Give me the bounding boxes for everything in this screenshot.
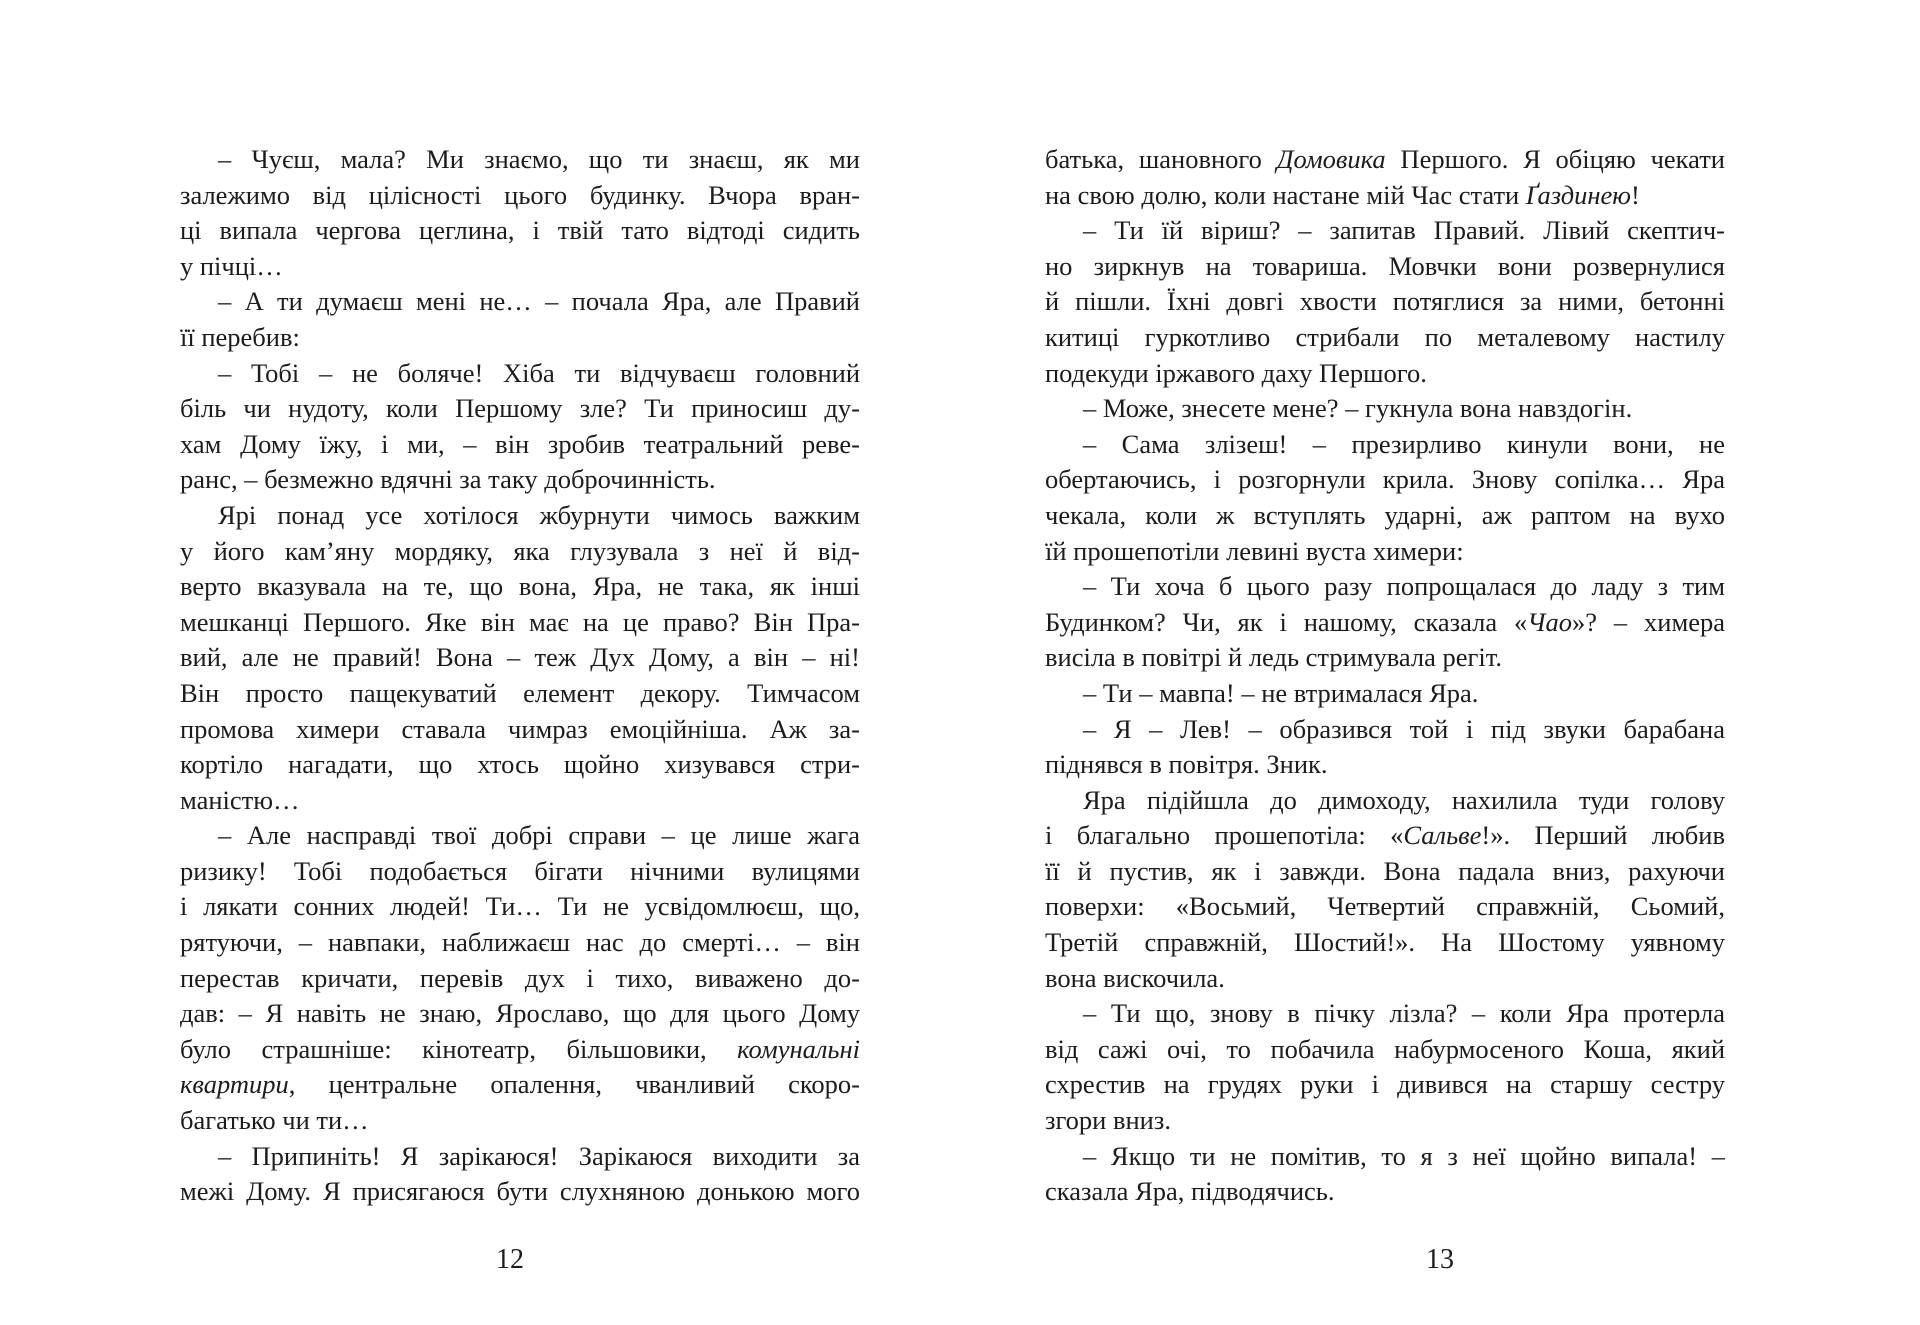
line-text: мешканці Першого. Яке він має на це право? Він Пра- — [180, 606, 860, 637]
text-line — [180, 249, 860, 285]
line-text: й пішли. Їхні довгі хвости потяглися за ними, бетонні — [1045, 286, 1725, 317]
line-text: – Ти що, знову в пічку лізла? – коли Яра протерла — [1083, 998, 1725, 1029]
line-text: – Припиніть! Я зарікаюся! Зарікаюся виходити за — [218, 1140, 860, 1171]
line-text: – А ти думаєш мені не… – почала Яра, але Правий — [218, 286, 860, 317]
text-line — [180, 1174, 860, 1210]
line-text: промова химери ставала чимраз емоційніша. Аж за- — [180, 713, 860, 744]
line-text: – Тобі – не боляче! Хіба ти відчуваєш головний — [218, 357, 860, 388]
text-line — [180, 640, 860, 676]
line-text: перестав кричати, перевів дух і тихо, виважено до- — [180, 962, 860, 993]
line-text: – Я – Лев! – образився той і під звуки барабана — [1083, 713, 1725, 744]
text-line — [1045, 213, 1725, 249]
text-line — [180, 925, 860, 961]
line-text: висіла в повітрі й ледь стримувала регіт. — [1045, 642, 1502, 673]
italic-text: комунальні — [737, 1033, 860, 1064]
line-text: на свою долю, коли настане мій Час стати — [1045, 179, 1526, 210]
text-line — [180, 1067, 860, 1103]
line-text: межі Дому. Я присягаюся бути слухняною донькою мого — [180, 1176, 860, 1207]
text-line — [1045, 284, 1725, 320]
text-line — [180, 961, 860, 997]
text-line — [180, 889, 860, 925]
line-text: і благально прошепотіла: « — [1045, 820, 1404, 851]
line-text: – Ти – мавпа! – не втрималася Яра. — [1083, 677, 1479, 708]
text-line — [1045, 961, 1725, 997]
text-line — [1045, 427, 1725, 463]
text-line — [180, 142, 860, 178]
italic-text: Домовика — [1276, 144, 1386, 174]
line-text: ранс, – безмежно вдячні за таку доброчинність. — [180, 464, 716, 495]
line-text: вона вискочила. — [1045, 962, 1225, 993]
text-line — [180, 427, 860, 463]
text-line — [1045, 320, 1725, 356]
text-line — [180, 462, 860, 498]
text-line — [1045, 498, 1725, 534]
text-line — [1045, 712, 1725, 748]
line-text: хам Дому їжу, і ми, – він зробив театральний реве- — [180, 428, 860, 459]
line-text: подекуди іржавого даху Першого. — [1045, 357, 1427, 388]
line-text: її й пустив, як і завжди. Вона падала вниз, рахуючи — [1045, 855, 1725, 886]
line-text: схрестив на грудях руки і дивився на старшу сестру — [1045, 1069, 1725, 1100]
line-text: – Сама злізеш! – презирливо кинули вони, не — [1083, 428, 1725, 459]
line-text: біль чи нудоту, коли Першому зле? Ти приносиш ду- — [180, 393, 860, 424]
text-line — [1045, 249, 1725, 285]
text-line — [180, 818, 860, 854]
line-text: було страшніше: кінотеатр, більшовики, — [180, 1033, 738, 1064]
text-line — [180, 1139, 860, 1175]
text-line — [1045, 747, 1725, 783]
line-text: – Але насправді твої добрі справи – це лише жага — [218, 820, 860, 851]
line-text: у пічці… — [180, 250, 283, 281]
text-line — [180, 534, 860, 570]
line-text: ці випала чергова цеглина, і твій тато відтоді сидить — [180, 215, 860, 246]
text-line — [1045, 818, 1725, 854]
line-text: сказала Яра, підводячись. — [1045, 1176, 1335, 1207]
text-line — [1045, 925, 1725, 961]
line-text: поверхи: «Восьмий, Четвертий справжній, Сьомий, — [1045, 891, 1725, 922]
text-line — [180, 284, 860, 320]
text-line — [1045, 356, 1725, 392]
line-text: рятуючи, – навпаки, наближаєш нас до смерті… – він — [180, 927, 860, 958]
left-page-text — [180, 142, 860, 1210]
line-text: Ярі понад усе хотілося жбурнути чимось важким — [218, 499, 860, 530]
text-line — [180, 783, 860, 819]
text-line — [1045, 605, 1725, 641]
line-text: – Чуєш, мала? Ми знаємо, що ти знаєш, як ми — [218, 144, 860, 174]
line-text: ризику! Тобі подобається бігати нічними вулицями — [180, 855, 860, 886]
line-text: , центральне опалення, чванливий скоро- — [288, 1069, 860, 1100]
italic-text: Чао — [1527, 606, 1573, 637]
line-text-after: Першого. Я обіцяю чекати — [1385, 144, 1725, 174]
text-line — [180, 213, 860, 249]
text-line — [180, 712, 860, 748]
left-page — [180, 142, 860, 1210]
line-text: згори вниз. — [1045, 1105, 1171, 1136]
left-page-number: 12 — [496, 1244, 524, 1275]
text-line — [180, 996, 860, 1032]
text-line — [1045, 391, 1725, 427]
text-line — [180, 178, 860, 214]
line-text: – Якщо ти не помітив, то я з неї щойно випала! – — [1083, 1140, 1725, 1171]
line-text: батька, шановного — [1045, 144, 1277, 174]
line-text: багатько чи ти… — [180, 1105, 369, 1136]
line-text-after: »? – химера — [1572, 606, 1725, 637]
text-line — [180, 320, 860, 356]
line-text: Він просто пащекуватий елемент декору. Тимчасом — [180, 677, 860, 708]
text-line — [1045, 854, 1725, 890]
line-text: від сажі очі, то побачила набурмосеного Коша, який — [1045, 1033, 1725, 1064]
line-text: дав: – Я навіть не знаю, Ярославо, що для цього Дому — [180, 998, 860, 1029]
line-text: – Може, знесете мене? – гукнула вона навздогін. — [1083, 393, 1633, 424]
line-text: обертаючись, і розгорнули крила. Знову сопілка… Яра — [1045, 464, 1725, 495]
text-line — [1045, 1103, 1725, 1139]
right-page-number: 13 — [1426, 1244, 1454, 1275]
line-text-after: !». Перший любив — [1481, 820, 1725, 851]
line-text: кортіло нагадати, що хтось щойно хизувався стри- — [180, 749, 860, 780]
text-line — [1045, 889, 1725, 925]
line-text: і лякати сонних людей! Ти… Ти не усвідомлюєш, що, — [180, 891, 860, 922]
line-text: залежимо від цілісності цього будинку. Вчора вран- — [180, 179, 860, 210]
text-line — [1045, 996, 1725, 1032]
line-text: її перебив: — [180, 321, 300, 352]
text-line — [1045, 640, 1725, 676]
line-text: – Ти їй віриш? – запитав Правий. Лівий скептич- — [1083, 215, 1725, 246]
text-line — [1045, 1032, 1725, 1068]
text-line — [1045, 1139, 1725, 1175]
text-line — [1045, 178, 1725, 214]
italic-text: Ґаздинею — [1525, 179, 1631, 210]
line-text: у його кам’яну мордяку, яка глузувала з неї й від- — [180, 535, 860, 566]
line-text-after: ! — [1631, 179, 1640, 210]
line-text: піднявся в повітря. Зник. — [1045, 749, 1328, 780]
text-line — [1045, 1174, 1725, 1210]
line-text: Третій справжній, Шостий!». На Шостому уявному — [1045, 927, 1725, 958]
line-text: Будинком? Чи, як і нашому, сказала « — [1045, 606, 1528, 637]
line-text: маністю… — [180, 784, 300, 815]
line-text: но зиркнув на товариша. Мовчки вони розвернулися — [1045, 250, 1725, 281]
text-line — [180, 569, 860, 605]
text-line — [180, 747, 860, 783]
line-text: чекала, коли ж вступлять ударні, аж раптом на вухо — [1045, 499, 1725, 530]
text-line — [1045, 783, 1725, 819]
right-page — [1045, 142, 1725, 1210]
line-text: вий, але не правий! Вона – теж Дух Дому, а він – ні! — [180, 642, 860, 673]
text-line — [1045, 534, 1725, 570]
line-text: Яра підійшла до димоходу, нахилила туди голову — [1083, 784, 1725, 815]
text-line — [1045, 569, 1725, 605]
line-text: верто вказувала на те, що вона, Яра, не така, як інші — [180, 571, 860, 602]
italic-text: квартири — [180, 1069, 289, 1100]
line-text: їй прошепотіли левині вуста химери: — [1045, 535, 1464, 566]
italic-text: Сальве — [1403, 820, 1482, 851]
text-line — [1045, 142, 1725, 178]
right-page-text — [1045, 142, 1725, 1210]
text-line — [180, 391, 860, 427]
text-line — [180, 356, 860, 392]
text-line — [180, 676, 860, 712]
text-line — [180, 1103, 860, 1139]
text-line — [1045, 462, 1725, 498]
text-line — [1045, 676, 1725, 712]
text-line — [180, 498, 860, 534]
line-text: – Ти хоча б цього разу попрощалася до ладу з тим — [1083, 571, 1725, 602]
text-line — [1045, 1067, 1725, 1103]
text-line — [180, 854, 860, 890]
line-text: китиці гуркотливо стрибали по металевому настилу — [1045, 321, 1725, 352]
text-line — [180, 1032, 860, 1068]
text-line — [180, 605, 860, 641]
